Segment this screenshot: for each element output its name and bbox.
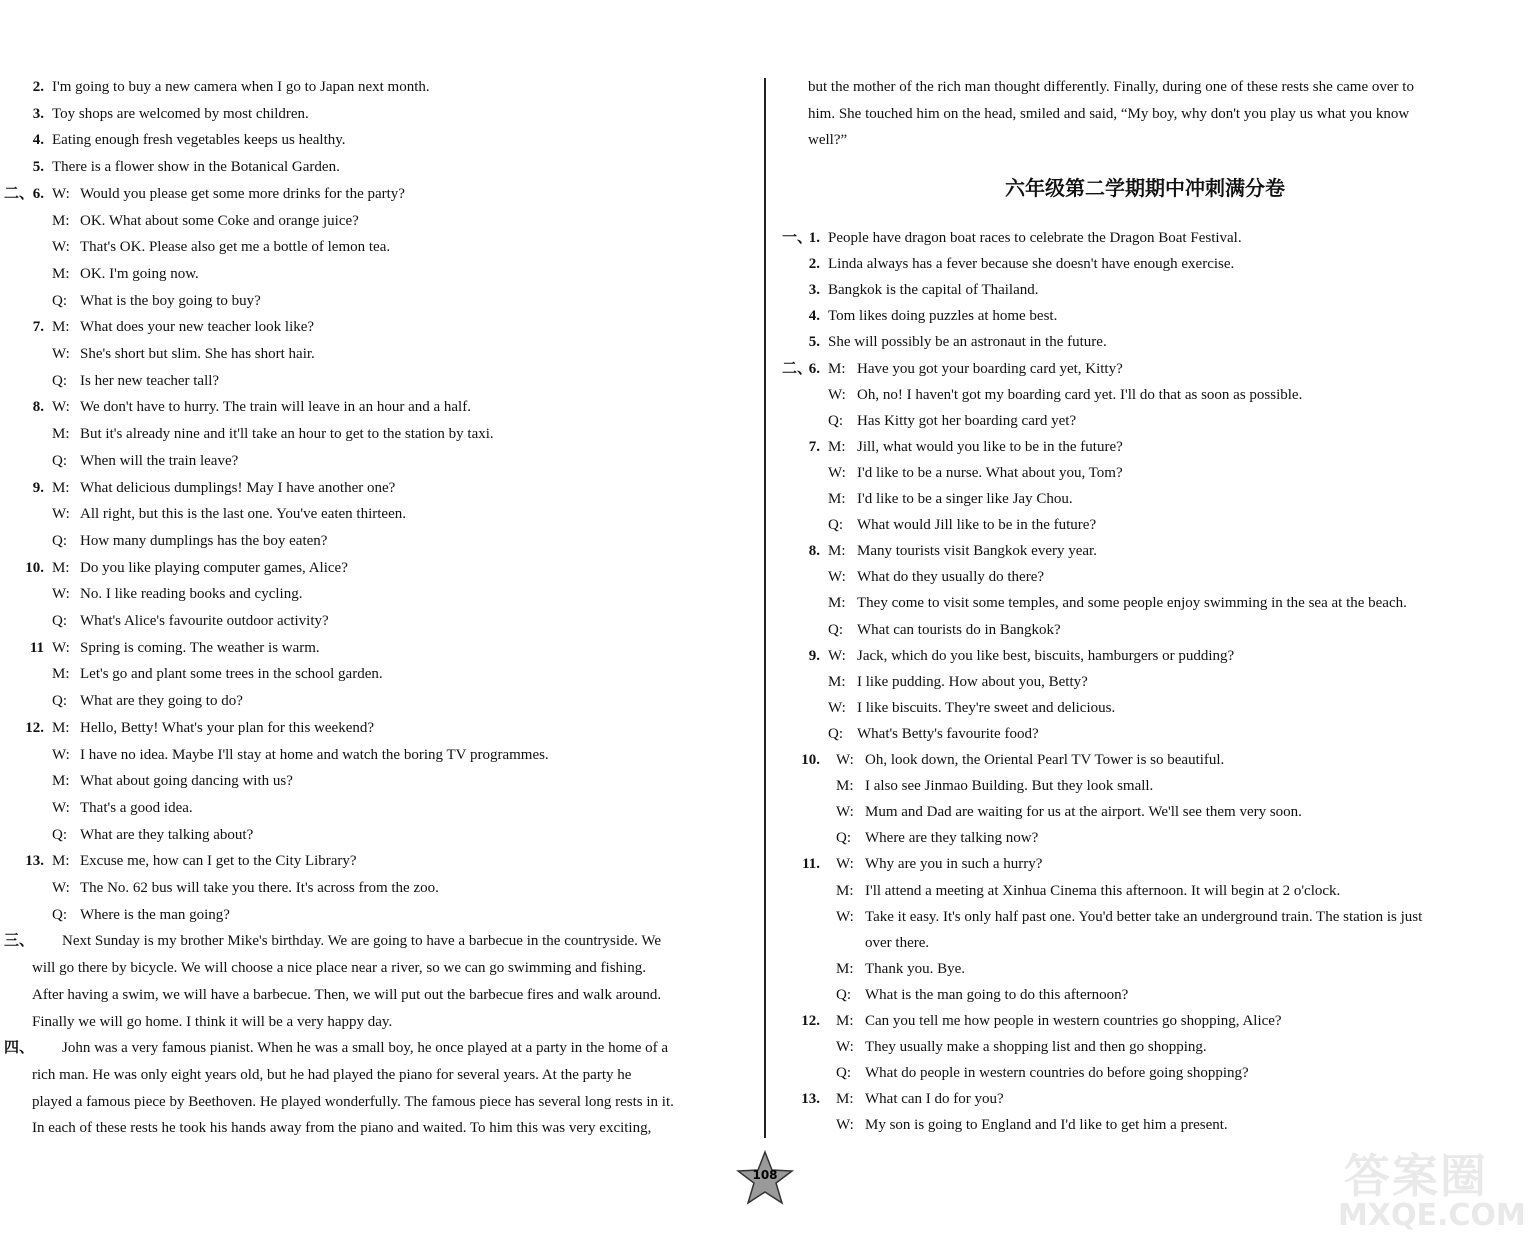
item-number: 2.: [32, 79, 44, 95]
line-text: Jack, which do you like best, biscuits, hamburgers or pudding?: [857, 647, 1235, 664]
item-number: 5.: [808, 334, 820, 351]
text-line: [772, 1008, 1536, 1034]
text-line: [0, 181, 760, 207]
line-text: I'm going to buy a new camera when I go to Japan next month.: [52, 79, 430, 95]
line-text: What do people in western countries do before going shopping?: [865, 1065, 1249, 1082]
line-text: Do you like playing computer games, Alice?: [80, 559, 348, 576]
line-text: OK. I'm going now.: [80, 265, 199, 282]
text-line: [772, 747, 1536, 773]
line-text: They usually make a shopping list and then go shopping.: [865, 1039, 1207, 1056]
speaker-label: W:: [52, 880, 70, 896]
text-line: [772, 512, 1536, 538]
item-number: 3.: [32, 105, 44, 122]
text-line: [772, 1112, 1536, 1138]
line-text: She will possibly be an astronaut in the future.: [828, 334, 1107, 351]
line-text: OK. What about some Coke and orange juice?: [80, 212, 359, 229]
line-text: Would you please get some more drinks for the party?: [80, 185, 405, 202]
text-line: [0, 742, 760, 768]
line-text: I'll attend a meeting at Xinhua Cinema this afternoon. It will begin at 2 o'clock.: [865, 882, 1341, 899]
item-number: 4.: [808, 308, 820, 325]
line-text: Where are they talking now?: [865, 830, 1039, 847]
text-line: [0, 635, 760, 661]
speaker-label: M:: [836, 1091, 854, 1108]
text-line: [0, 608, 760, 634]
text-line: [772, 486, 1536, 512]
column-divider: [764, 78, 766, 1138]
speaker-label: W:: [836, 856, 854, 873]
text-line: [0, 314, 760, 340]
text-line: [0, 127, 760, 153]
line-text: Hello, Betty! What's your plan for this weekend?: [80, 719, 375, 736]
item-number: 4.: [32, 132, 44, 149]
item-number: 9.: [32, 479, 44, 496]
text-line: [0, 288, 760, 314]
speaker-label: M:: [52, 559, 70, 576]
speaker-label: W:: [828, 386, 846, 403]
text-line: [772, 904, 1536, 930]
speaker-label: Q:: [52, 826, 67, 843]
line-text: Next Sunday is my brother Mike's birthday. We are going to have a barbecue in the countryside. We: [62, 933, 662, 950]
item-number: 12.: [25, 719, 44, 736]
line-text: Oh, no! I haven't got my boarding card yet. I'll do that as soon as possible.: [857, 386, 1303, 403]
text-line: [772, 225, 1536, 251]
line-text: him. She touched him on the head, smiled and said, “My boy, why don't you play us what you know: [808, 105, 1410, 122]
text-line: [0, 822, 760, 848]
item-number: 11.: [802, 856, 820, 873]
text-line: [0, 715, 760, 741]
speaker-label: Q:: [828, 621, 843, 638]
speaker-label: M:: [52, 719, 70, 736]
speaker-label: W:: [836, 1039, 854, 1056]
line-text: How many dumplings has the boy eaten?: [80, 532, 328, 549]
line-text: Thank you. Bye.: [865, 960, 965, 977]
line-text: We don't have to hurry. The train will leave in an hour and a half.: [80, 399, 471, 416]
text-line: [772, 408, 1536, 434]
text-line: [0, 234, 760, 260]
speaker-label: W:: [52, 586, 70, 603]
speaker-label: W:: [828, 699, 846, 716]
item-number: 13.: [25, 853, 44, 870]
text-line: [0, 1062, 760, 1088]
line-text: rich man. He was only eight years old, but he had played the piano for several years. At the party he: [32, 1066, 632, 1083]
item-number: 10.: [801, 752, 820, 768]
speaker-label: Q:: [828, 412, 843, 429]
text-line: [772, 329, 1536, 355]
line-text: What are they talking about?: [80, 826, 254, 843]
line-text: That's a good idea.: [80, 799, 193, 816]
text-line: [0, 795, 760, 821]
speaker-label: M:: [836, 1013, 854, 1029]
speaker-label: Q:: [52, 613, 67, 629]
page-number: 108: [752, 1168, 778, 1182]
line-text: Has Kitty got her boarding card yet?: [857, 412, 1077, 429]
section-marker: 四、: [4, 1040, 35, 1057]
text-line: [0, 848, 760, 874]
text-line: [772, 382, 1536, 408]
line-text: I have no idea. Maybe I'll stay at home and watch the boring TV programmes.: [80, 746, 549, 763]
speaker-label: M:: [52, 319, 70, 336]
speaker-label: Q:: [52, 292, 67, 309]
line-text: All right, but this is the last one. You've eaten thirteen.: [80, 506, 406, 523]
line-text: played a famous piece by Beethoven. He played wonderfully. The famous piece has several long rests in it.: [32, 1093, 674, 1110]
item-number: 6.: [808, 360, 820, 377]
text-line: [772, 356, 1536, 382]
text-line: [0, 341, 760, 367]
speaker-label: Q:: [828, 725, 843, 742]
speaker-label: Q:: [52, 452, 67, 469]
speaker-label: W:: [52, 346, 70, 362]
item-number: 13.: [801, 1091, 820, 1108]
line-text: They come to visit some temples, and some people enjoy swimming in the sea at the beach.: [857, 595, 1407, 612]
speaker-label: Q:: [836, 830, 851, 847]
line-text: What about going dancing with us?: [80, 773, 293, 790]
speaker-label: M:: [836, 778, 854, 795]
item-number: 3.: [808, 282, 820, 299]
item-number: 9.: [808, 647, 820, 664]
text-line: [772, 277, 1536, 303]
speaker-label: W:: [52, 506, 70, 523]
line-text: Excuse me, how can I get to the City Library?: [80, 853, 357, 870]
speaker-label: W:: [828, 647, 846, 664]
speaker-label: Q:: [52, 906, 67, 923]
speaker-label: M:: [52, 479, 70, 496]
text-line: [772, 1086, 1536, 1112]
speaker-label: M:: [52, 773, 70, 790]
text-line: [0, 768, 760, 794]
line-text: Toy shops are welcomed by most children.: [52, 105, 309, 122]
line-text: What's Betty's favourite food?: [857, 725, 1039, 742]
line-text: What delicious dumplings! May I have another one?: [80, 479, 396, 496]
line-text: well?”: [808, 132, 848, 148]
text-line: [0, 101, 760, 127]
section-marker: 二、: [782, 360, 813, 377]
line-text: What does your new teacher look like?: [80, 319, 315, 336]
line-text: Let's go and plant some trees in the school garden.: [80, 666, 383, 683]
line-text: What can tourists do in Bangkok?: [857, 621, 1061, 638]
line-text: Take it easy. It's only half past one. You'd better take an underground train. The station is just: [865, 908, 1423, 925]
item-number: 7.: [808, 438, 820, 455]
text-line: [0, 581, 760, 607]
text-line: [772, 669, 1536, 695]
text-line: [772, 982, 1536, 1008]
text-line: [0, 394, 760, 420]
item-number: 6.: [32, 185, 44, 202]
line-text: No. I like reading books and cycling.: [80, 586, 303, 603]
line-text: Mum and Dad are waiting for us at the airport. We'll see them very soon.: [865, 804, 1302, 821]
line-text: What would Jill like to be in the future?: [857, 517, 1097, 534]
speaker-label: M:: [836, 882, 854, 899]
speaker-label: M:: [828, 673, 846, 690]
item-number: 11: [29, 639, 44, 656]
speaker-label: Q:: [836, 986, 851, 1003]
text-line: [0, 1089, 760, 1115]
speaker-label: W:: [836, 804, 854, 821]
speaker-label: M:: [828, 595, 846, 612]
speaker-label: M:: [52, 853, 70, 870]
text-line: [772, 460, 1536, 486]
text-line: [0, 208, 760, 234]
speaker-label: Q:: [52, 532, 67, 549]
line-text: In each of these rests he took his hands away from the piano and waited. To him this was very exciting,: [32, 1120, 652, 1137]
text-line: [0, 928, 760, 954]
watermark-logo: 答案圈: [1344, 1149, 1488, 1203]
speaker-label: M:: [52, 265, 70, 282]
section-title: 六年级第二学期期中冲刺满分卷: [1005, 176, 1285, 200]
line-text: Have you got your boarding card yet, Kitty?: [857, 360, 1123, 377]
text-line: [0, 661, 760, 687]
speaker-label: Q:: [836, 1065, 851, 1082]
text-line: [0, 448, 760, 474]
item-number: 7.: [32, 319, 44, 336]
line-text: over there.: [865, 934, 930, 951]
line-text: People have dragon boat races to celebrate the Dragon Boat Festival.: [828, 230, 1242, 246]
line-text: When will the train leave?: [80, 452, 239, 469]
speaker-label: Q:: [52, 693, 67, 710]
item-number: 8.: [808, 543, 820, 560]
line-text: Why are you in such a hurry?: [865, 856, 1043, 873]
text-line: [772, 956, 1536, 982]
line-text: My son is going to England and I'd like to get him a present.: [865, 1117, 1228, 1134]
speaker-label: W:: [52, 639, 70, 656]
line-text: I like biscuits. They're sweet and delicious.: [857, 699, 1116, 716]
item-number: 8.: [32, 399, 44, 416]
line-text: but the mother of the rich man thought differently. Finally, during one of these rests she came over to: [808, 79, 1414, 95]
line-text: There is a flower show in the Botanical Garden.: [52, 159, 340, 176]
line-text: What is the man going to do this afternoon?: [865, 986, 1129, 1003]
text-line: [0, 475, 760, 501]
text-line: [0, 1035, 760, 1061]
watermark: [1338, 1140, 1528, 1240]
text-line: [772, 564, 1536, 590]
line-text: Can you tell me how people in western countries go shopping, Alice?: [865, 1013, 1282, 1029]
speaker-label: W:: [836, 1117, 854, 1134]
speaker-label: W:: [836, 752, 854, 768]
line-text: I also see Jinmao Building. But they look small.: [865, 778, 1154, 795]
text-line: [772, 799, 1536, 825]
text-line: [0, 982, 760, 1008]
page-number-badge: [736, 1150, 794, 1206]
text-line: [772, 643, 1536, 669]
speaker-label: W:: [52, 399, 70, 416]
speaker-label: Q:: [828, 517, 843, 534]
item-number: 5.: [32, 159, 44, 176]
speaker-label: M:: [836, 960, 854, 977]
speaker-label: W:: [828, 464, 846, 481]
speaker-label: Q:: [52, 372, 67, 389]
text-line: [0, 74, 760, 100]
text-line: [772, 930, 1536, 956]
speaker-label: M:: [52, 666, 70, 683]
line-text: I'd like to be a singer like Jay Chou.: [857, 491, 1073, 507]
text-line: [772, 1060, 1536, 1086]
speaker-label: W:: [828, 569, 846, 586]
text-line: [0, 555, 760, 581]
text-line: [772, 825, 1536, 851]
line-text: Spring is coming. The weather is warm.: [80, 639, 320, 656]
text-line: [0, 154, 760, 180]
line-text: Where is the man going?: [80, 906, 230, 923]
watermark-url: MXQE.COM: [1338, 1198, 1526, 1233]
line-text: That's OK. Please also get me a bottle of lemon tea.: [80, 239, 391, 256]
line-text: Is her new teacher tall?: [80, 372, 220, 389]
text-line: [0, 955, 760, 981]
text-line: [772, 590, 1536, 616]
speaker-label: M:: [828, 543, 846, 560]
line-text: But it's already nine and it'll take an hour to get to the station by taxi.: [80, 426, 494, 443]
line-text: What can I do for you?: [865, 1091, 1004, 1108]
line-text: John was a very famous pianist. When he was a small boy, he once played at a party in the home of a: [62, 1040, 669, 1057]
speaker-label: M:: [828, 360, 846, 377]
text-line: [0, 875, 760, 901]
item-number: 1.: [808, 230, 820, 246]
line-text: What do they usually do there?: [857, 569, 1045, 586]
speaker-label: W:: [52, 746, 70, 763]
speaker-label: W:: [52, 799, 70, 816]
text-line: [0, 501, 760, 527]
text-line: [0, 261, 760, 287]
speaker-label: M:: [828, 438, 846, 455]
speaker-label: M:: [828, 491, 846, 507]
line-text: Eating enough fresh vegetables keeps us healthy.: [52, 132, 346, 149]
text-line: [0, 1115, 760, 1141]
text-line: [0, 528, 760, 554]
speaker-label: W:: [52, 239, 70, 256]
speaker-label: M:: [52, 212, 70, 229]
text-line: [772, 617, 1536, 643]
line-text: The No. 62 bus will take you there. It's across from the zoo.: [80, 880, 439, 896]
section-marker: 二、: [4, 185, 35, 202]
speaker-label: M:: [52, 426, 70, 443]
text-line: [772, 538, 1536, 564]
line-text: will go there by bicycle. We will choose a nice place near a river, so we can go swimming and fishing.: [32, 960, 646, 977]
text-line: [0, 368, 760, 394]
line-text: What is the boy going to buy?: [80, 292, 261, 309]
line-text: Linda always has a fever because she doesn't have enough exercise.: [828, 256, 1235, 273]
text-line: [772, 434, 1536, 460]
line-text: Bangkok is the capital of Thailand.: [828, 282, 1039, 299]
text-line: [772, 251, 1536, 277]
line-text: Jill, what would you like to be in the future?: [857, 438, 1123, 455]
speaker-label: W:: [52, 185, 70, 202]
line-text: What are they going to do?: [80, 693, 243, 710]
line-text: What's Alice's favourite outdoor activity?: [80, 613, 329, 629]
text-line: [0, 688, 760, 714]
item-number: 10.: [25, 559, 44, 576]
line-text: Many tourists visit Bangkok every year.: [857, 543, 1097, 560]
text-line: [772, 303, 1536, 329]
item-number: 2.: [808, 256, 820, 273]
text-line: [772, 878, 1536, 904]
text-line: [0, 421, 760, 447]
text-line: [772, 851, 1536, 877]
text-line: [772, 1034, 1536, 1060]
line-text: She's short but slim. She has short hair.: [80, 346, 315, 362]
text-line: [0, 1009, 760, 1035]
line-text: After having a swim, we will have a barbecue. Then, we will put out the barbecue fires and walk around.: [32, 986, 662, 1003]
text-line: [772, 695, 1536, 721]
line-text: Finally we will go home. I think it will be a very happy day.: [32, 1013, 393, 1030]
line-text: Tom likes doing puzzles at home best.: [828, 308, 1058, 325]
text-line: [0, 902, 760, 928]
line-text: Oh, look down, the Oriental Pearl TV Tower is so beautiful.: [865, 752, 1225, 768]
line-text: I'd like to be a nurse. What about you, Tom?: [857, 464, 1123, 481]
line-text: I like pudding. How about you, Betty?: [857, 673, 1088, 690]
text-line: [772, 773, 1536, 799]
section-marker: 三、: [4, 933, 35, 950]
item-number: 12.: [801, 1013, 820, 1029]
text-line: [772, 721, 1536, 747]
speaker-label: W:: [836, 908, 854, 925]
section-marker: 一、: [782, 230, 813, 246]
